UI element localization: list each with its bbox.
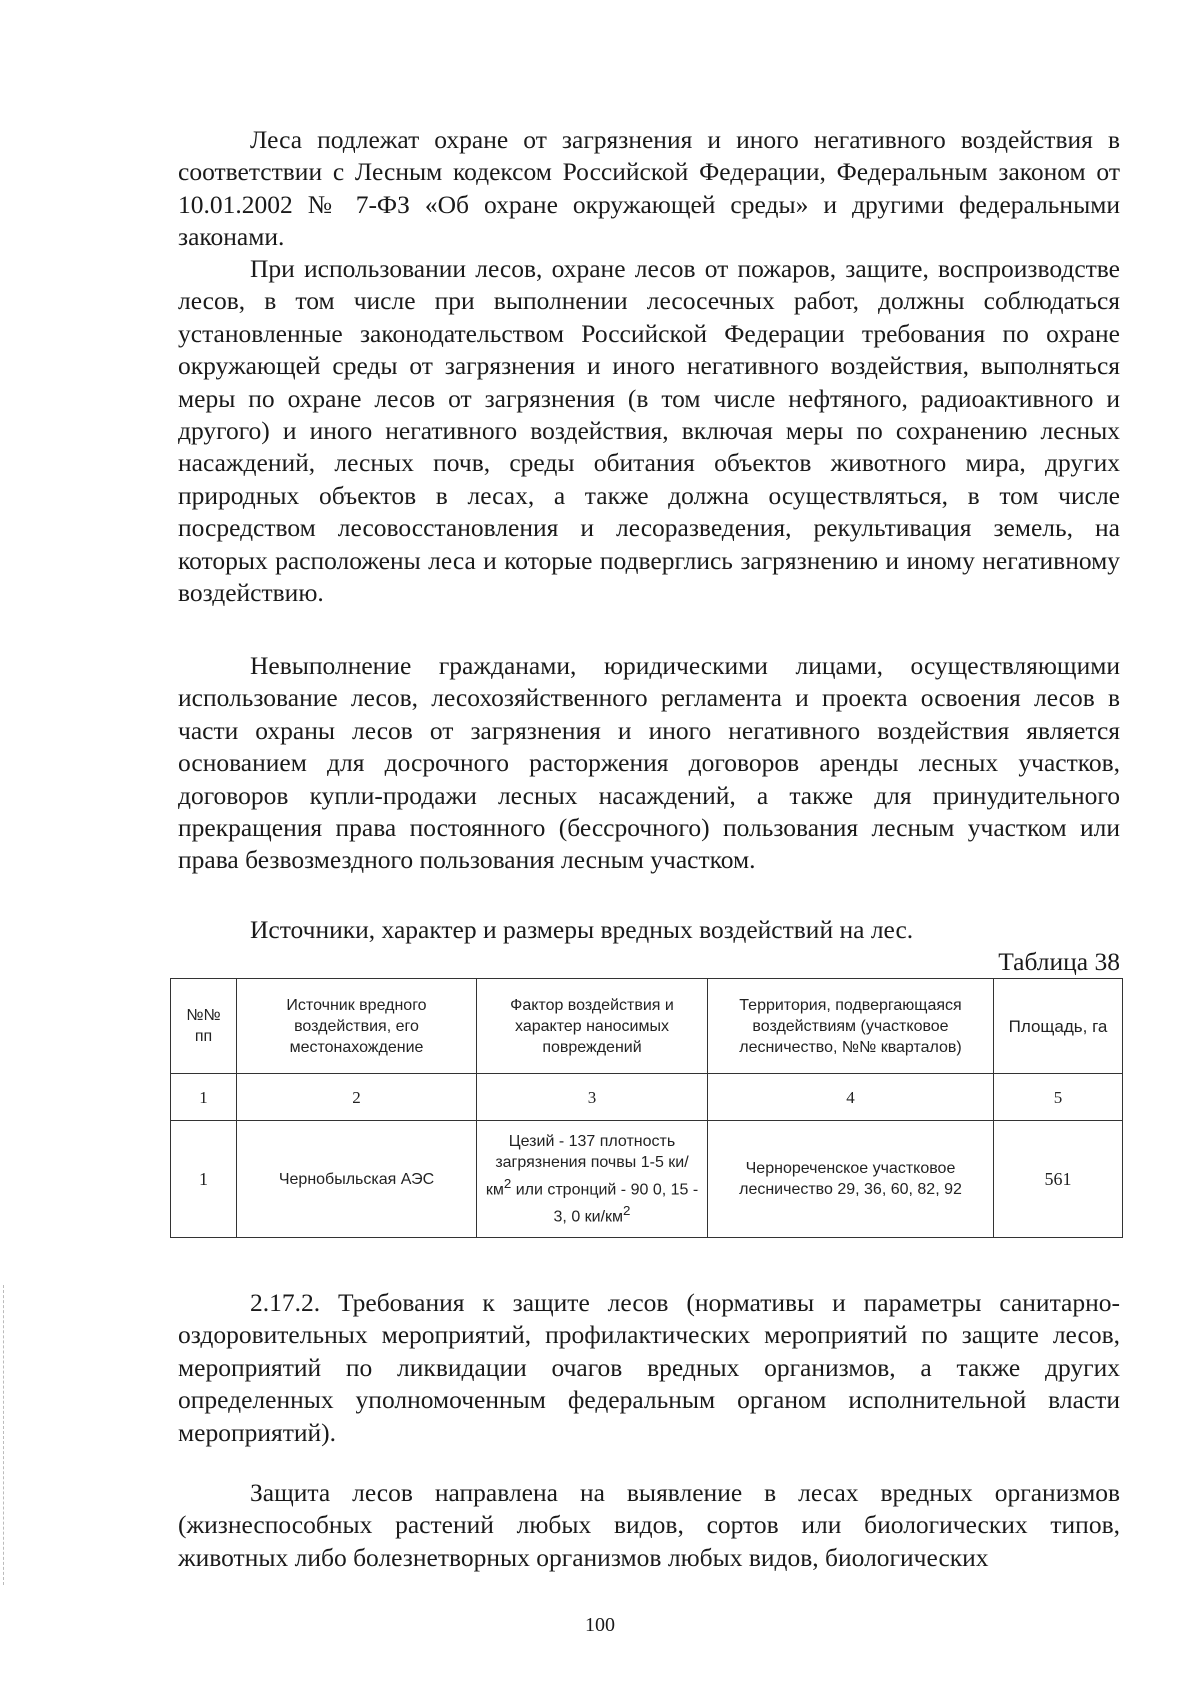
paragraph-text: Леса подлежат охране от загрязнения и иного негативного воздействия в соответствии с Лесным кодексом Российской Федерации, Федеральным законом от 10.01.2002 № 7-ФЗ «Об охране окружающей среды» и другими федеральными законами. xyxy=(178,125,1120,252)
paragraph-text: При использовании лесов, охране лесов от пожаров, защите, воспроизводстве лесов, в том числе при выполнении лесосечных работ, должны соблюдаться установленные законодательством Российской Федерации требования по охране окружающей среды от загрязнения и иного негативного воздействия, выполняться меры по охране лесов от загрязнения (в том числе нефтяного, радиоактивного и другого) и иного негативного воздействия, включая меры по сохранению лесных насаждений, лесных почв, среды обитания объектов животного мира, других природных объектов в лесах, а также должна осуществляться, в том числе посредством лесовосстановления и лесоразведения, рекультивация земель, на которых расположены леса и которые подверглись загрязнению и иному негативному воздействию. xyxy=(178,254,1120,608)
source-cell: Чернобыльская АЭС xyxy=(237,1121,477,1238)
column-number-cell: 5 xyxy=(994,1074,1123,1121)
paragraph-noncompliance xyxy=(178,650,1120,877)
area-cell: 561 xyxy=(994,1121,1123,1238)
factor-text-part-2: или стронций - 90 0, 15 - 3, 0 ки/км xyxy=(511,1181,699,1226)
paragraph-text: Защита лесов направлена на выявление в лесах вредных организмов (жизнеспособных растений любых видов, сортов или биологических типов, животных либо болезнетворных организмов любых видов, биологических xyxy=(178,1478,1120,1572)
table-number: Таблица 38 xyxy=(998,947,1120,976)
column-number-cell: 2 xyxy=(237,1074,477,1121)
header-cell-number: №№ пп xyxy=(171,979,237,1074)
paragraph-forest-use-requirements xyxy=(178,253,1120,609)
factor-text-part-1: Цезий - 137 плотность загрязнения почвы 1-5 ки/км xyxy=(485,1132,689,1198)
table-column-numbers-row xyxy=(171,1074,1123,1121)
header-cell-area: Площадь, га xyxy=(994,979,1123,1074)
page-number: 100 xyxy=(585,1614,615,1636)
paragraph-forest-defense xyxy=(178,1477,1120,1574)
table-title: Источники, характер и размеры вредных воздействий на лес. xyxy=(250,915,914,944)
superscript: 2 xyxy=(503,1175,512,1191)
column-number-cell: 3 xyxy=(477,1074,708,1121)
column-number-cell: 4 xyxy=(708,1074,994,1121)
territory-cell: Чернореченское участковое лесничество 29, 36, 60, 82, 92 xyxy=(708,1121,994,1238)
factor-cell xyxy=(477,1121,708,1238)
scan-margin-mark xyxy=(3,1285,5,1585)
column-number-cell: 1 xyxy=(171,1074,237,1121)
header-cell-factor: Фактор воздействия и характер наносимых повреждений xyxy=(477,979,708,1074)
paragraph-forest-protection-law xyxy=(178,124,1120,254)
paragraph-text: Невыполнение гражданами, юридическими лицами, осуществляющими использование лесов, лесохозяйственного регламента и проекта освоения лесов в части охраны лесов от загрязнения и иного негативного воздействия является основанием для досрочного расторжения договоров аренды лесных участков, договоров купли-продажи лесных насаждений, а также для принудительного прекращения права постоянного (бессрочного) пользования лесным участком или права безвозмездного пользования лесным участком. xyxy=(178,651,1120,875)
section-heading-2-17-2 xyxy=(178,1287,1120,1449)
header-cell-source: Источник вредного воздействия, его местонахождение xyxy=(237,979,477,1074)
superscript: 2 xyxy=(623,1203,631,1218)
table-row xyxy=(171,1121,1123,1238)
table-header-row xyxy=(171,979,1123,1074)
harmful-impacts-table xyxy=(170,978,1123,1238)
header-cell-territory: Территория, подвергающаяся воздействиям (участковое лесничество, №№ кварталов) xyxy=(708,979,994,1074)
row-number-cell: 1 xyxy=(171,1121,237,1238)
paragraph-text: 2.17.2. Требования к защите лесов (нормативы и параметры санитарно-оздоровительных мероприятий, профилактических мероприятий по защите лесов, мероприятий по ликвидации очагов вредных организмов, а также других определенных уполномоченным федеральным органом исполнительной власти мероприятий). xyxy=(178,1288,1120,1447)
